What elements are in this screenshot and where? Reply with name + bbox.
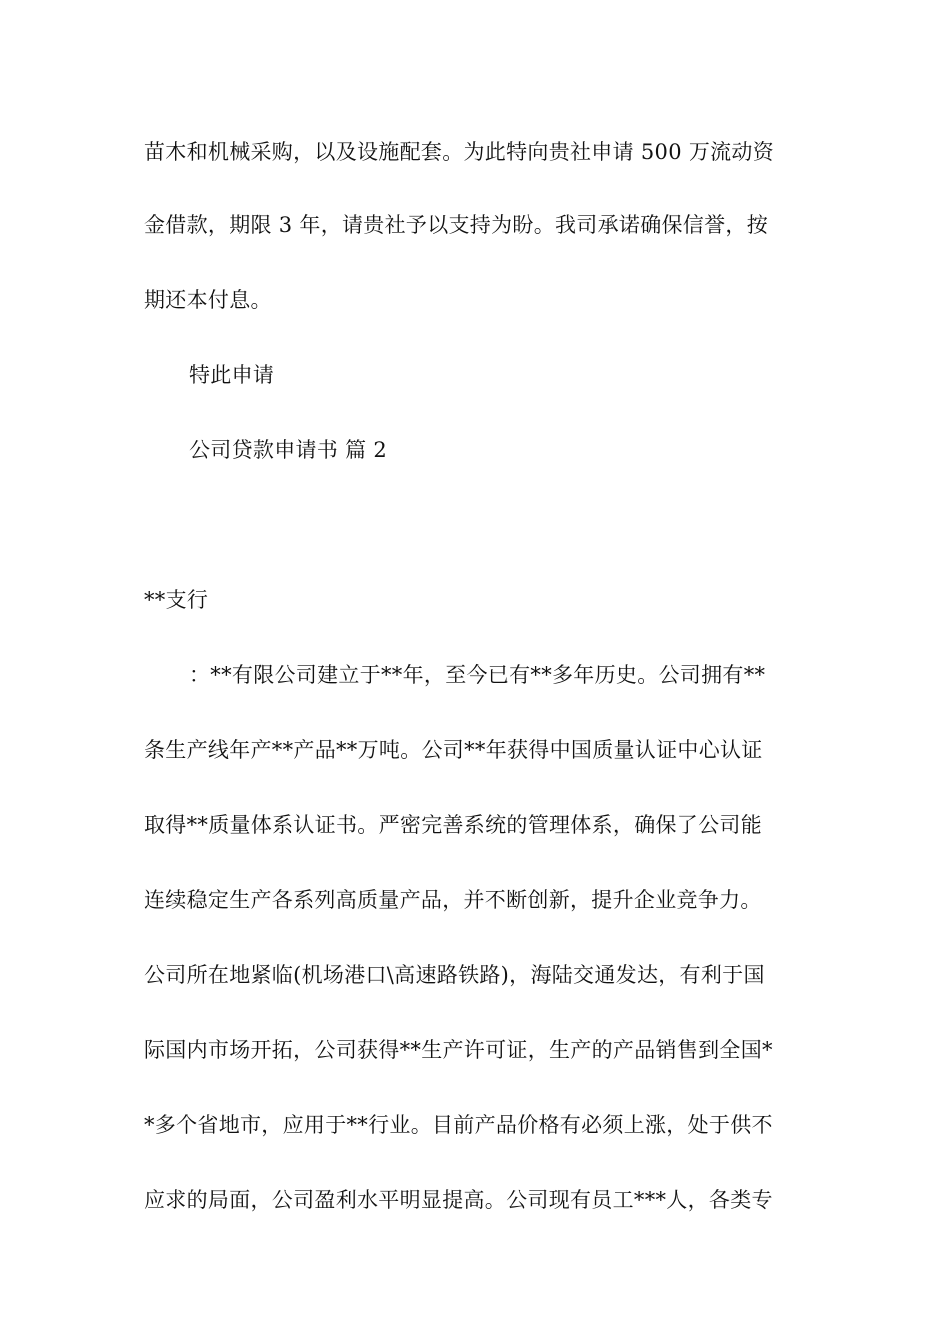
- body-text-line: *多个省地市，应用于**行业。目前产品价格有必须上涨，处于供不: [144, 1113, 773, 1137]
- body-text-line: 期还本付息。: [144, 288, 272, 312]
- closing-text: 特此申请: [189, 363, 275, 387]
- body-text-line: 金借款，期限 3 年，请贵社予以支持为盼。我司承诺确保信誉，按: [144, 213, 769, 237]
- body-text-line: 条生产线年产**产品**万吨。公司**年获得中国质量认证中心认证: [144, 738, 763, 762]
- body-text-line: 连续稳定生产各系列高质量产品，并不断创新，提升企业竞争力。: [144, 888, 762, 912]
- addressee-line: **支行: [144, 588, 209, 612]
- body-text-line: 际国内市场开拓，公司获得**生产许可证，生产的产品销售到全国*: [144, 1038, 773, 1062]
- section-heading: 公司贷款申请书 篇 2: [189, 438, 388, 462]
- body-text-line: 应求的局面，公司盈利水平明显提高。公司现有员工***人，各类专: [144, 1188, 773, 1212]
- body-text-line: 公司所在地紧临(机场港口\高速路铁路)，海陆交通发达，有利于国: [144, 963, 765, 987]
- body-text-line: ：**有限公司建立于**年，至今已有**多年历史。公司拥有**: [189, 663, 766, 687]
- body-text-line: 取得**质量体系认证书。严密完善系统的管理体系，确保了公司能: [144, 813, 762, 837]
- body-text-line: 苗木和机械采购，以及设施配套。为此特向贵社申请 500 万流动资: [144, 140, 775, 164]
